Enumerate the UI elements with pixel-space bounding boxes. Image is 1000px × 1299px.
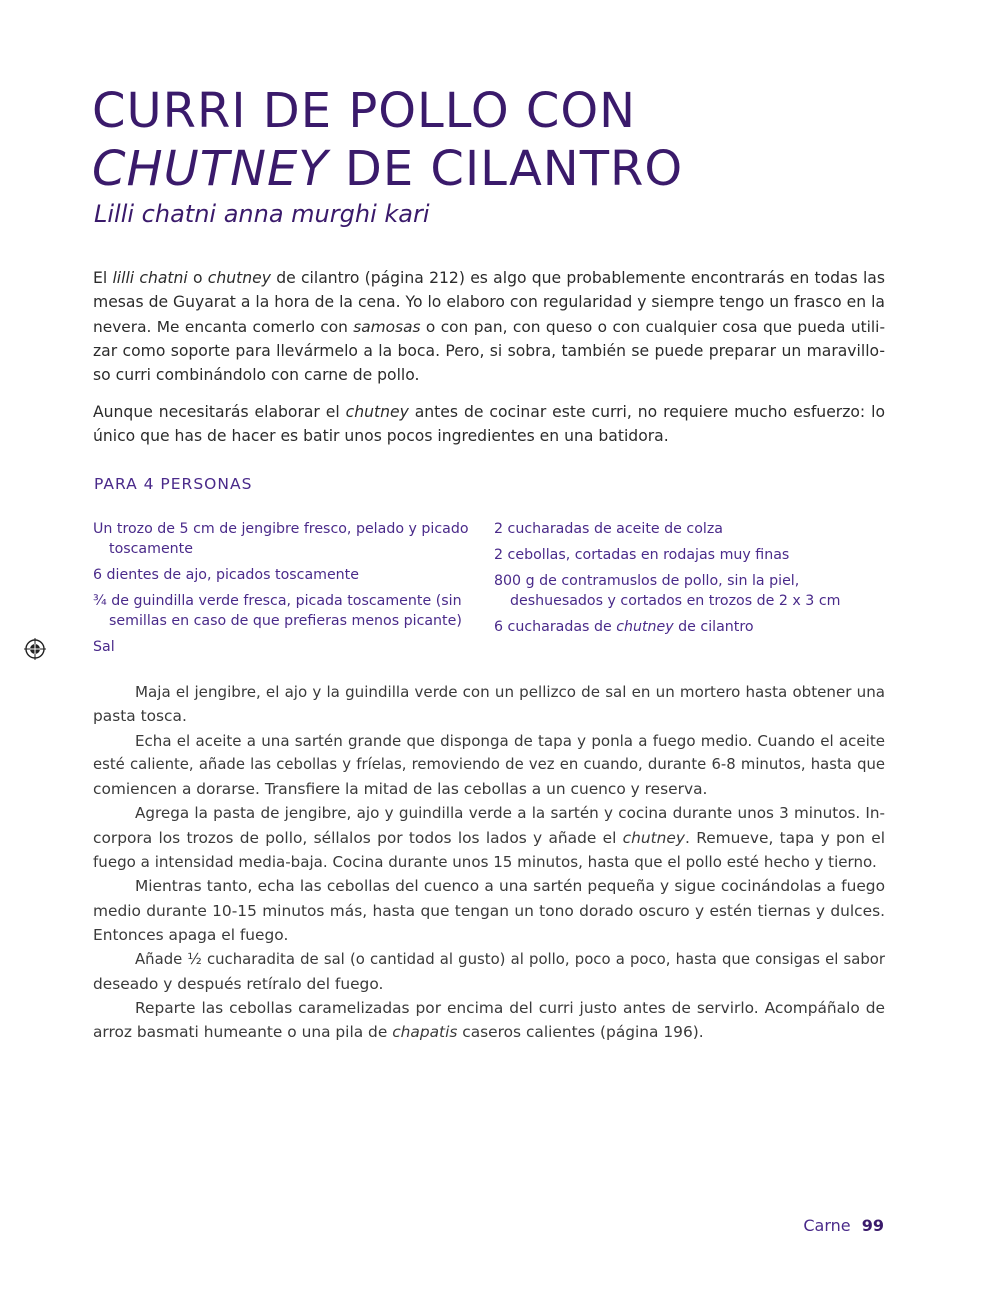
- intro-line: so curri combinándolo con carne de pollo.: [93, 366, 420, 385]
- ingredient-line: 6 dientes de ajo, picados toscamente: [93, 567, 359, 583]
- method-line: Mientras tanto, echa las cebollas del cuenco a una sartén pequeña y sigue cocinándolas a fuego: [135, 877, 885, 896]
- ingredient-line: ¾ de guindilla verde fresca, picada toscamente (sin: [93, 593, 462, 609]
- method-step: [93, 996, 885, 1045]
- intro-paragraph-1: [93, 266, 885, 387]
- intro-line: zar como soporte para llevármelo a la boca. Pero, si sobra, también se puede preparar un maravillo-: [93, 341, 885, 360]
- method-line: arroz basmati humeante o una pila de chapatis caseros calientes (página 196).: [93, 1023, 704, 1042]
- method-line: Echa el aceite a una sartén grande que disponga de tapa y ponla a fuego medio. Cuando el aceite: [135, 731, 885, 750]
- method-step: [93, 947, 885, 996]
- method-line: Maja el jengibre, el ajo y la guindilla verde con un pellizco de sal en un mortero hasta obtener una: [135, 683, 885, 701]
- method-line: comiencen a dorarse. Transfiere la mitad de las cebollas a un cuenco y reserva.: [93, 780, 708, 799]
- ingredient-item: [93, 637, 483, 657]
- recipe-subtitle: Lilli chatni anna murghi kari: [94, 200, 430, 228]
- page-footer: [803, 1214, 884, 1238]
- ingredient-line: deshuesados y cortados en trozos de 2 x 3 cm: [510, 593, 841, 609]
- intro-line: mesas de Guyarat a la hora de la cena. Yo lo elaboro con regularidad y siempre tengo un frasco en la: [93, 293, 885, 312]
- recipe-title: [92, 82, 683, 198]
- method-steps: [93, 680, 885, 1044]
- intro-line: Aunque necesitarás elaborar el chutney antes de cocinar este curri, no requiere mucho esfuerzo: lo: [93, 403, 885, 421]
- ingredient-item: [93, 565, 483, 585]
- method-step: [93, 801, 885, 874]
- ingredient-item: [93, 519, 483, 559]
- ingredient-line: 800 g de contramuslos de pollo, sin la piel,: [494, 573, 800, 589]
- title-italic-word: CHUTNEY: [92, 141, 329, 197]
- ingredient-line: 2 cebollas, cortadas en rodajas muy finas: [494, 547, 790, 563]
- title-line-1: CURRI DE POLLO CON: [92, 83, 637, 139]
- method-line: pasta tosca.: [93, 707, 187, 726]
- method-line: corpora los trozos de pollo, séllalos por todos los lados y añade el chutney. Remueve, tapa y pon el: [93, 828, 885, 847]
- method-line: Entonces apaga el fuego.: [93, 925, 289, 944]
- method-line: deseado y después retíralo del fuego.: [93, 974, 384, 993]
- method-line: medio durante 10-15 minutos más, hasta que tengan un tono dorado oscuro y estén tiernas y dulces.: [93, 901, 885, 920]
- method-line: Reparte las cebollas caramelizadas por encima del curri justo antes de servirlo. Acompáñalo de: [135, 998, 885, 1017]
- method-line: Añade ½ cucharadita de sal (o cantidad al gusto) al pollo, poco a poco, hasta que consigas el sabor: [135, 950, 885, 969]
- ingredient-line: Un trozo de 5 cm de jengibre fresco, pelado y picado: [93, 521, 469, 537]
- ingredient-line: Sal: [93, 639, 115, 655]
- method-step: [93, 680, 885, 729]
- ingredient-item: [93, 591, 483, 631]
- method-step: [93, 874, 885, 947]
- servings-heading: PARA 4 PERSONAS: [94, 475, 253, 493]
- ingredient-line: semillas en caso de que prefieras menos picante): [109, 613, 462, 629]
- ingredient-item: [494, 519, 894, 539]
- registration-target-icon: [24, 638, 46, 660]
- ingredient-line: toscamente: [109, 541, 193, 557]
- ingredient-line: 6 cucharadas de chutney de cilantro: [494, 619, 754, 635]
- ingredient-item: [494, 545, 894, 565]
- ingredient-item: [494, 617, 894, 637]
- method-step: [93, 729, 885, 802]
- page-number: 99: [861, 1216, 884, 1235]
- intro-line: nevera. Me encanta comerlo con samosas o con pan, con queso o con cualquier cosa que pueda utili-: [93, 317, 885, 336]
- footer-section-name: Carne: [803, 1216, 851, 1235]
- method-line: esté caliente, añade las cebollas y fríelas, removiendo de vez en cuando, durante 6-8 minutos, hasta que: [93, 755, 885, 773]
- title-line-2-rest: DE CILANTRO: [328, 141, 684, 197]
- method-line: Agrega la pasta de jengibre, ajo y guindilla verde a la sartén y cocina durante unos 3 minutos. In-: [135, 804, 885, 823]
- ingredient-line: 2 cucharadas de aceite de colza: [494, 521, 723, 537]
- ingredients-right-column: [494, 519, 894, 643]
- intro-line: El lilli chatni o chutney de cilantro (página 212) es algo que probablemente encontrarás en todas las: [93, 269, 885, 287]
- ingredients-left-column: [93, 519, 483, 663]
- intro-paragraph-2: [93, 400, 885, 449]
- method-line: fuego a intensidad media-baja. Cocina durante unos 15 minutos, hasta que el pollo esté hecho y tierno.: [93, 853, 877, 872]
- intro-line: único que has de hacer es batir unos pocos ingredientes en una batidora.: [93, 427, 669, 446]
- ingredient-item: [494, 571, 894, 611]
- title-line-2: [92, 140, 683, 198]
